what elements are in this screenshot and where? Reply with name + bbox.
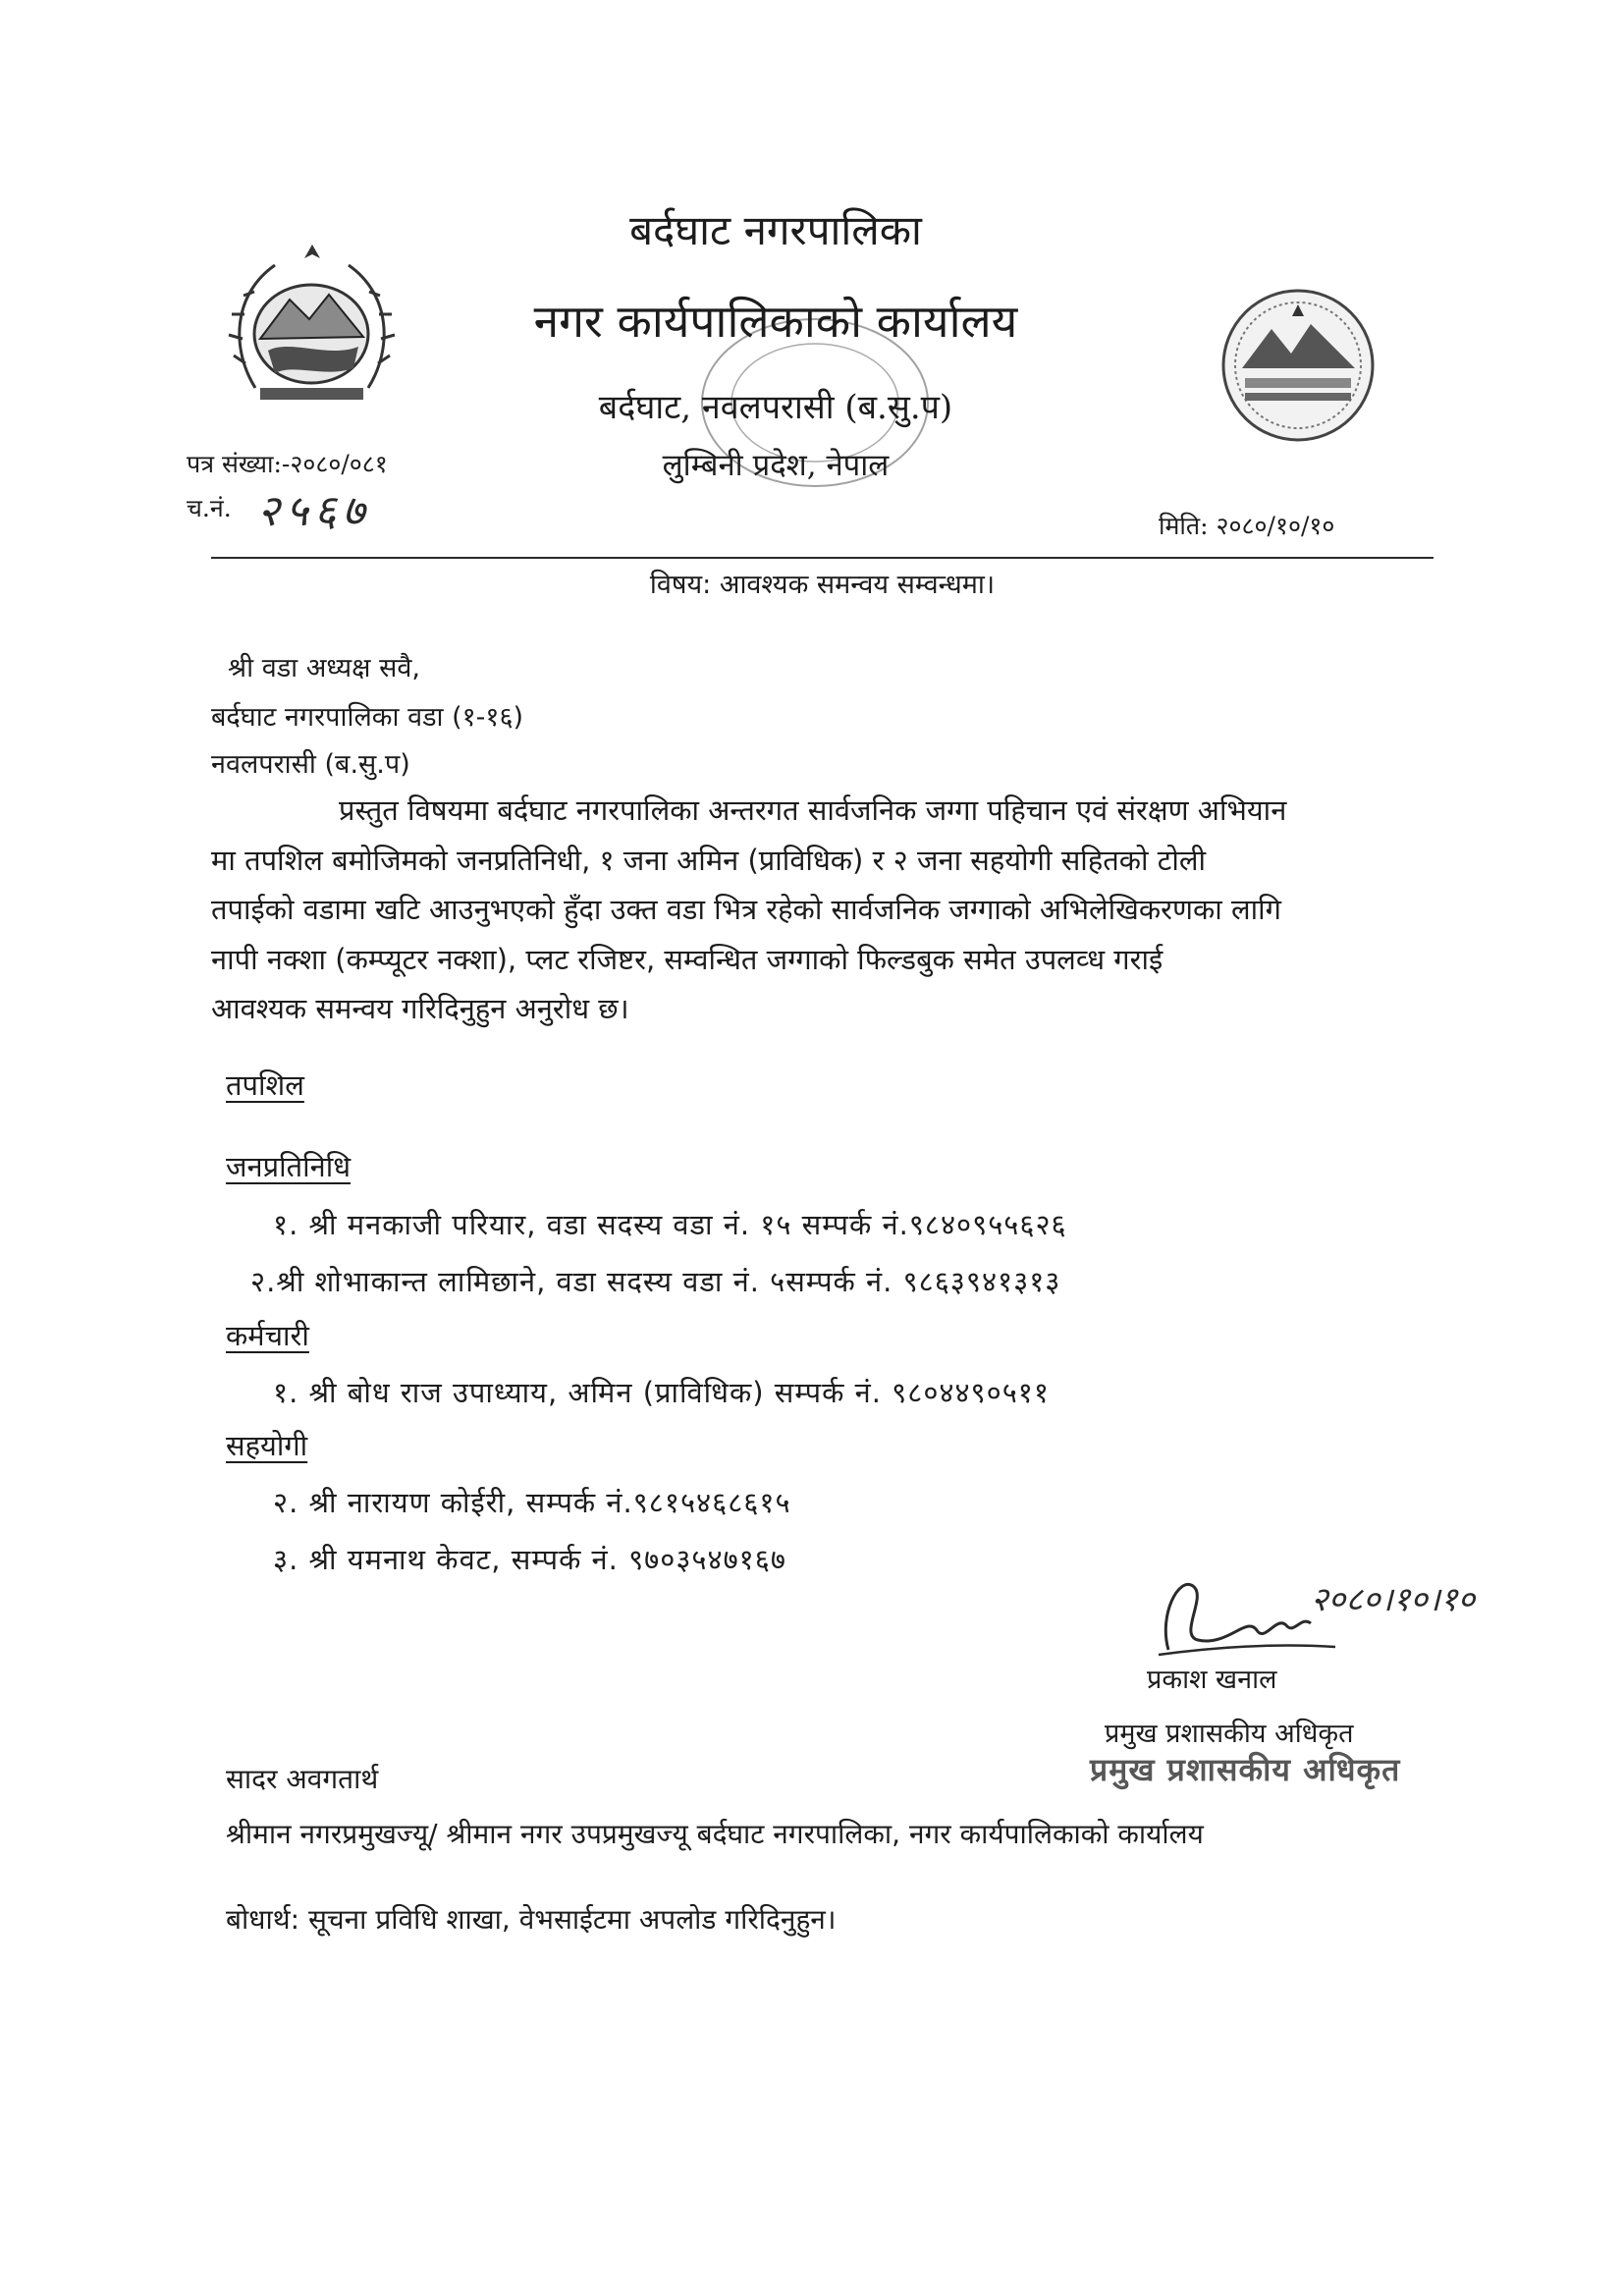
recipient-line-1: श्री वडा अध्यक्ष सवै, <box>228 653 420 683</box>
header-divider <box>211 557 1434 559</box>
handwritten-signature <box>1139 1557 1476 1669</box>
recipient-line-2: बर्दघाट नगरपालिका वडा (१-१६) <box>211 702 524 733</box>
body-paragraph <box>211 786 1434 1034</box>
info-line: बोधार्थ: सूचना प्रविधि शाखा, वेभसाईटमा अपलोड गरिदिनुहुन। <box>226 1903 837 1936</box>
office-name: नगर कार्यपालिकाको कार्यालय <box>533 295 1018 348</box>
signatory-title: प्रमुख प्रशासकीय अधिकृत <box>1105 1719 1354 1749</box>
letter-date: मिति: २०८०/१०/१० <box>1159 512 1335 540</box>
body-line: आवश्यक समन्वय गरिदिनुहुन अनुरोध छ। <box>211 992 629 1025</box>
staff-heading: कर्मचारी <box>226 1319 309 1352</box>
subject-line: विषय: आवश्यक समन्वय सम्वन्धमा। <box>649 570 996 600</box>
municipality-name: बर्दघाट नगरपालिका <box>629 206 922 254</box>
government-emblem-icon <box>221 241 403 412</box>
cc-heading: सादर अवगतार्थ <box>226 1763 379 1795</box>
helper-item: ३. श्री यमनाथ केवट, सम्पर्क नं. ९७०३५४७१६७ <box>273 1543 786 1576</box>
office-address: बर्दघाट, नवलपरासी (ब.सु.प) <box>598 388 953 427</box>
letter-number: पत्र संख्या:-२०८०/०८१ <box>187 450 388 478</box>
body-line: प्रस्तुत विषयमा बर्दघाट नगरपालिका अन्तरगत सार्वजनिक जग्गा पहिचान एवं संरक्षण अभियान <box>339 793 1287 827</box>
representatives-heading: जनप्रतिनिधि <box>226 1150 352 1183</box>
dispatch-label: च.नं. <box>187 494 232 522</box>
cc-line: श्रीमान नगरप्रमुखज्यू/ श्रीमान नगर उपप्रमुखज्यू बर्दघाट नगरपालिका, नगर कार्यपालिकाको कार्यालय <box>226 1818 1204 1850</box>
designation-stamp: प्रमुख प्रशासकीय अधिकृत <box>1090 1751 1401 1788</box>
helper-item: २. श्री नारायण कोईरी, सम्पर्क नं.९८१५४६८६१५ <box>273 1486 791 1519</box>
body-line: तपाईको वडामा खटि आउनुभएको हुँदा उक्त वडा भित्र रहेको सार्वजनिक जग्गाको अभिलेखिकरणका लागि <box>211 893 1281 926</box>
tapashil-heading: तपशिल <box>226 1068 304 1102</box>
signatory-name: प्रकाश खनाल <box>1147 1665 1277 1695</box>
municipality-logo-icon <box>1217 285 1380 447</box>
representative-item: २.श्री शोभाकान्त लामिछाने, वडा सदस्य वडा नं. ५सम्पर्क नं. ९८६३९४१३१३ <box>250 1265 1061 1298</box>
province-country: लुम्बिनी प्रदेश, नेपाल <box>662 448 890 483</box>
representative-item: १. श्री मनकाजी परियार, वडा सदस्य वडा नं. १५ सम्पर्क नं.९८४०९५५६२६ <box>273 1208 1067 1241</box>
helpers-heading: सहयोगी <box>226 1429 308 1462</box>
dispatch-number-handwritten: २५६७ <box>257 486 371 536</box>
staff-item: १. श्री बोध राज उपाध्याय, अमिन (प्राविधिक) सम्पर्क नं. ९८०४४९०५११ <box>273 1376 1050 1409</box>
body-line: मा तपशिल बमोजिमको जनप्रतिनिधी, १ जना अमिन (प्राविधिक) र २ जना सहयोगी सहितको टोली <box>211 843 1207 877</box>
recipient-line-3: नवलपरासी (ब.सु.प) <box>211 749 410 780</box>
body-line: नापी नक्शा (कम्प्यूटर नक्शा), प्लट रजिष्टर, सम्वन्धित जग्गाको फिल्डबुक समेत उपलव्ध गराई <box>211 942 1163 976</box>
signature-date: २०८०।१०।१० <box>1311 1580 1476 1619</box>
